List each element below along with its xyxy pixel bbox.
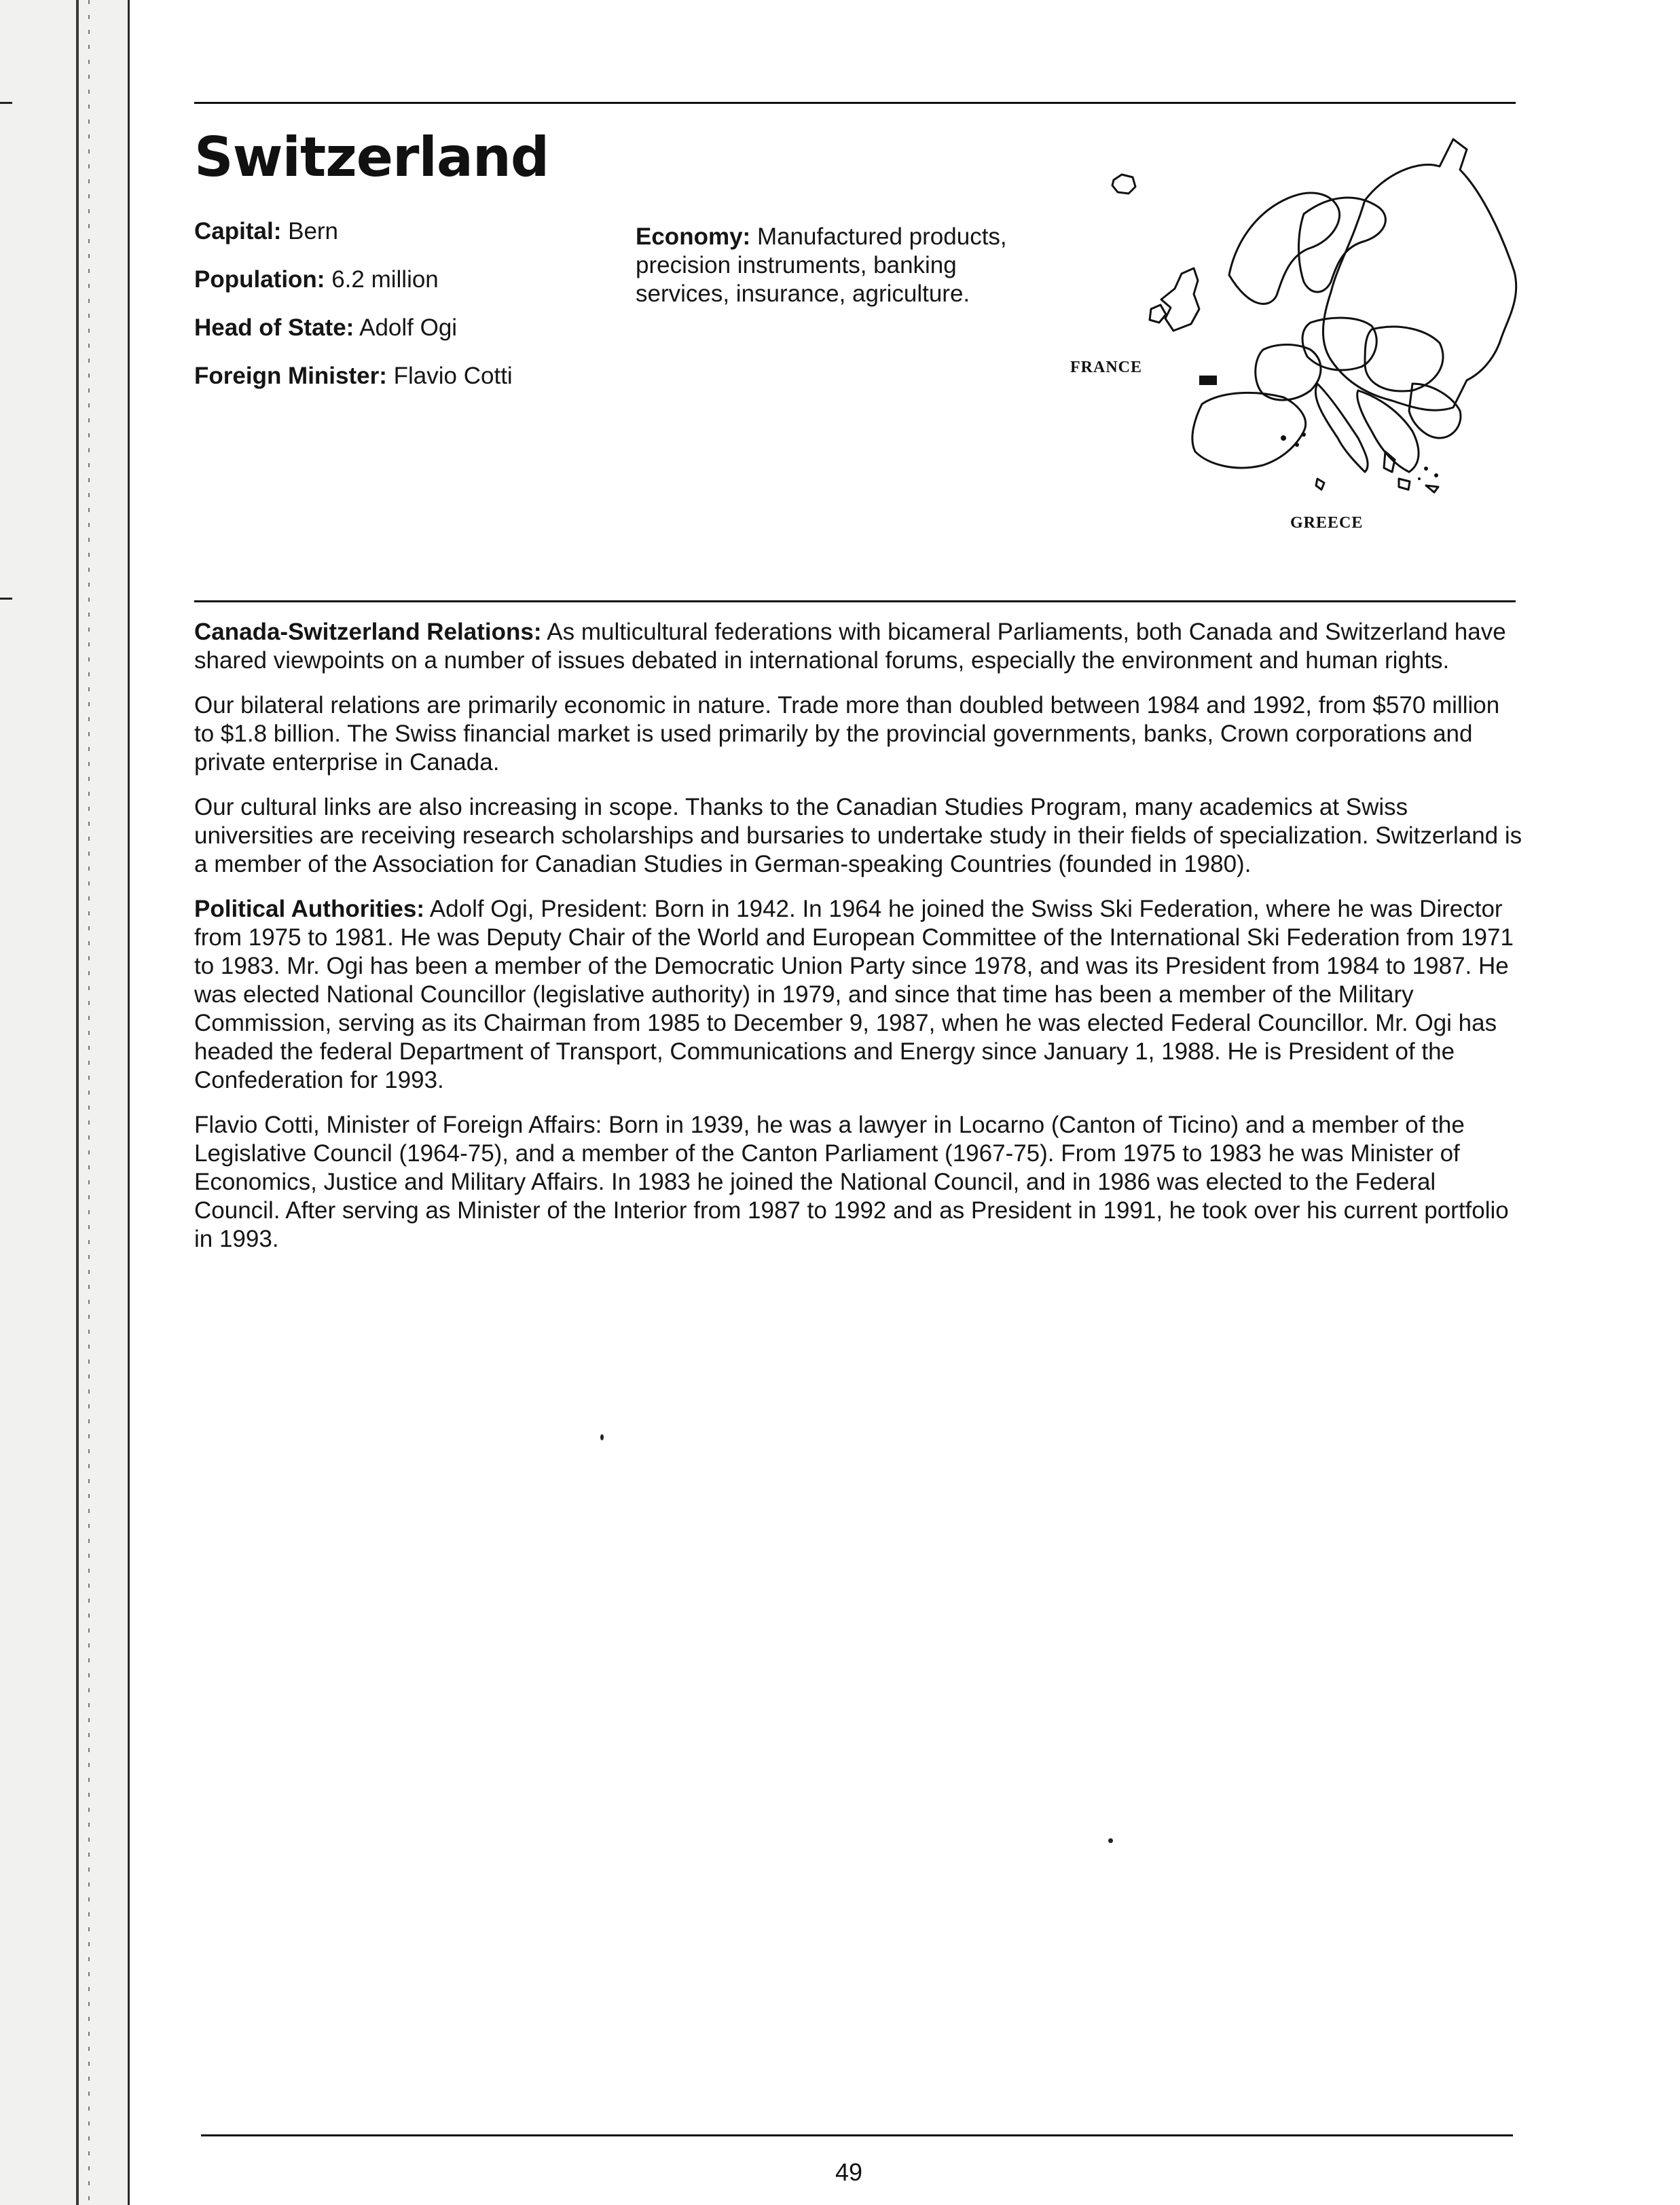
paragraph-cultural — [194, 793, 1525, 879]
scan-speck — [600, 1434, 604, 1440]
footer-rule — [201, 2134, 1513, 2136]
economy-value: Manufactured products, precision instruments, banking services, insurance, agriculture. — [636, 223, 1007, 307]
paragraph-text: Our bilateral relations are primarily economic in nature. Trade more than doubled between 1984 and 1992, from $570 million to $1.8 billion. The Swiss financial market is used primarily by the provincial governments, banks, Crown corporations and private enterprise in Canada. — [194, 692, 1500, 776]
fact-label: Head of State: — [194, 314, 354, 341]
fact-value: 6.2 million — [331, 266, 439, 293]
paragraph-text: Flavio Cotti, Minister of Foreign Affairs: Born in 1939, he was a lawyer in Locarno (Canton of Ticino) and a member of the Legislative Council (1964-75), and a member of the Canton Parliament (1967-75). From 1975 to 1983 he was Minister of Economics, Justice and Military Affairs. In 1983 he joined the National Council, and in 1986 was elected to the Federal Council. After serving as Minister of the Interior from 1987 to 1992 and as President in 1991, he took over his current portfolio in 1993. — [194, 1112, 1509, 1252]
fact-value: Flavio Cotti — [393, 363, 513, 389]
economy-label: Economy: — [636, 223, 751, 250]
paragraph-bilateral — [194, 691, 1525, 777]
fact-label: Capital: — [194, 218, 282, 244]
page-title: Switzerland — [194, 126, 549, 189]
paragraph-political-authorities — [194, 895, 1525, 1095]
fact-head-of-state — [194, 314, 602, 342]
paragraph-relations — [194, 618, 1525, 675]
section-rule — [194, 600, 1516, 602]
europe-map — [1059, 126, 1521, 547]
book-binding-edge — [0, 0, 130, 2205]
fact-capital — [194, 217, 602, 246]
fact-value: Bern — [288, 218, 339, 244]
fact-population — [194, 266, 602, 294]
fact-foreign-minister — [194, 362, 602, 390]
fact-label: Population: — [194, 266, 325, 293]
europe-map-icon — [1059, 126, 1521, 547]
binding-mark — [0, 598, 12, 600]
paragraph-heading: Political Authorities: — [194, 896, 425, 922]
paragraph-text: Adolf Ogi, President: Born in 1942. In 1964 he joined the Swiss Ski Federation, where he was Director from 1975 to 1981. He was Deputy Chair of the World and European Committee of the International Ski Federation from 1971 to 1983. Mr. Ogi has been a member of the Democratic Union Party since 1978, and was its President from 1984 to 1987. He was elected National Councillor (legislative authority) in 1979, and since that time has been a member of the Military Commission, serving as its Chairman from 1985 to December 9, 1987, when he was elected Federal Councillor. Mr. Ogi has headed the federal Department of Transport, Communications and Energy since January 1, 1988. He is President of the Confederation for 1993. — [194, 896, 1514, 1093]
map-label-france: FRANCE — [1070, 359, 1142, 376]
paragraph-text: Our cultural links are also increasing in scope. Thanks to the Canadian Studies Program, many academics at Swiss universities are receiving research scholarships and bursaries to undertake study in their fields of specialization. Switzerland is a member of the Association for Canadian Studies in German-speaking Countries (founded in 1980). — [194, 794, 1522, 877]
country-facts — [194, 217, 602, 410]
body-text — [194, 618, 1525, 1270]
page-number: 49 — [835, 2158, 863, 2186]
economy-block — [636, 223, 1043, 308]
map-label-greece: GREECE — [1290, 514, 1364, 532]
fact-value: Adolf Ogi — [359, 314, 458, 341]
paragraph-heading: Canada-Switzerland Relations: — [194, 619, 542, 645]
scan-speck — [1108, 1838, 1113, 1843]
paragraph-foreign-minister — [194, 1111, 1525, 1254]
fact-label: Foreign Minister: — [194, 363, 387, 389]
switzerland-marker-icon — [1199, 376, 1217, 385]
paragraph-text: As multicultural federations with bicameral Parliaments, both Canada and Switzerland have shared viewpoints on a number of issues debated in international forums, especially the environment and human rights. — [194, 619, 1506, 674]
top-rule — [194, 102, 1516, 104]
binding-mark — [0, 102, 12, 104]
